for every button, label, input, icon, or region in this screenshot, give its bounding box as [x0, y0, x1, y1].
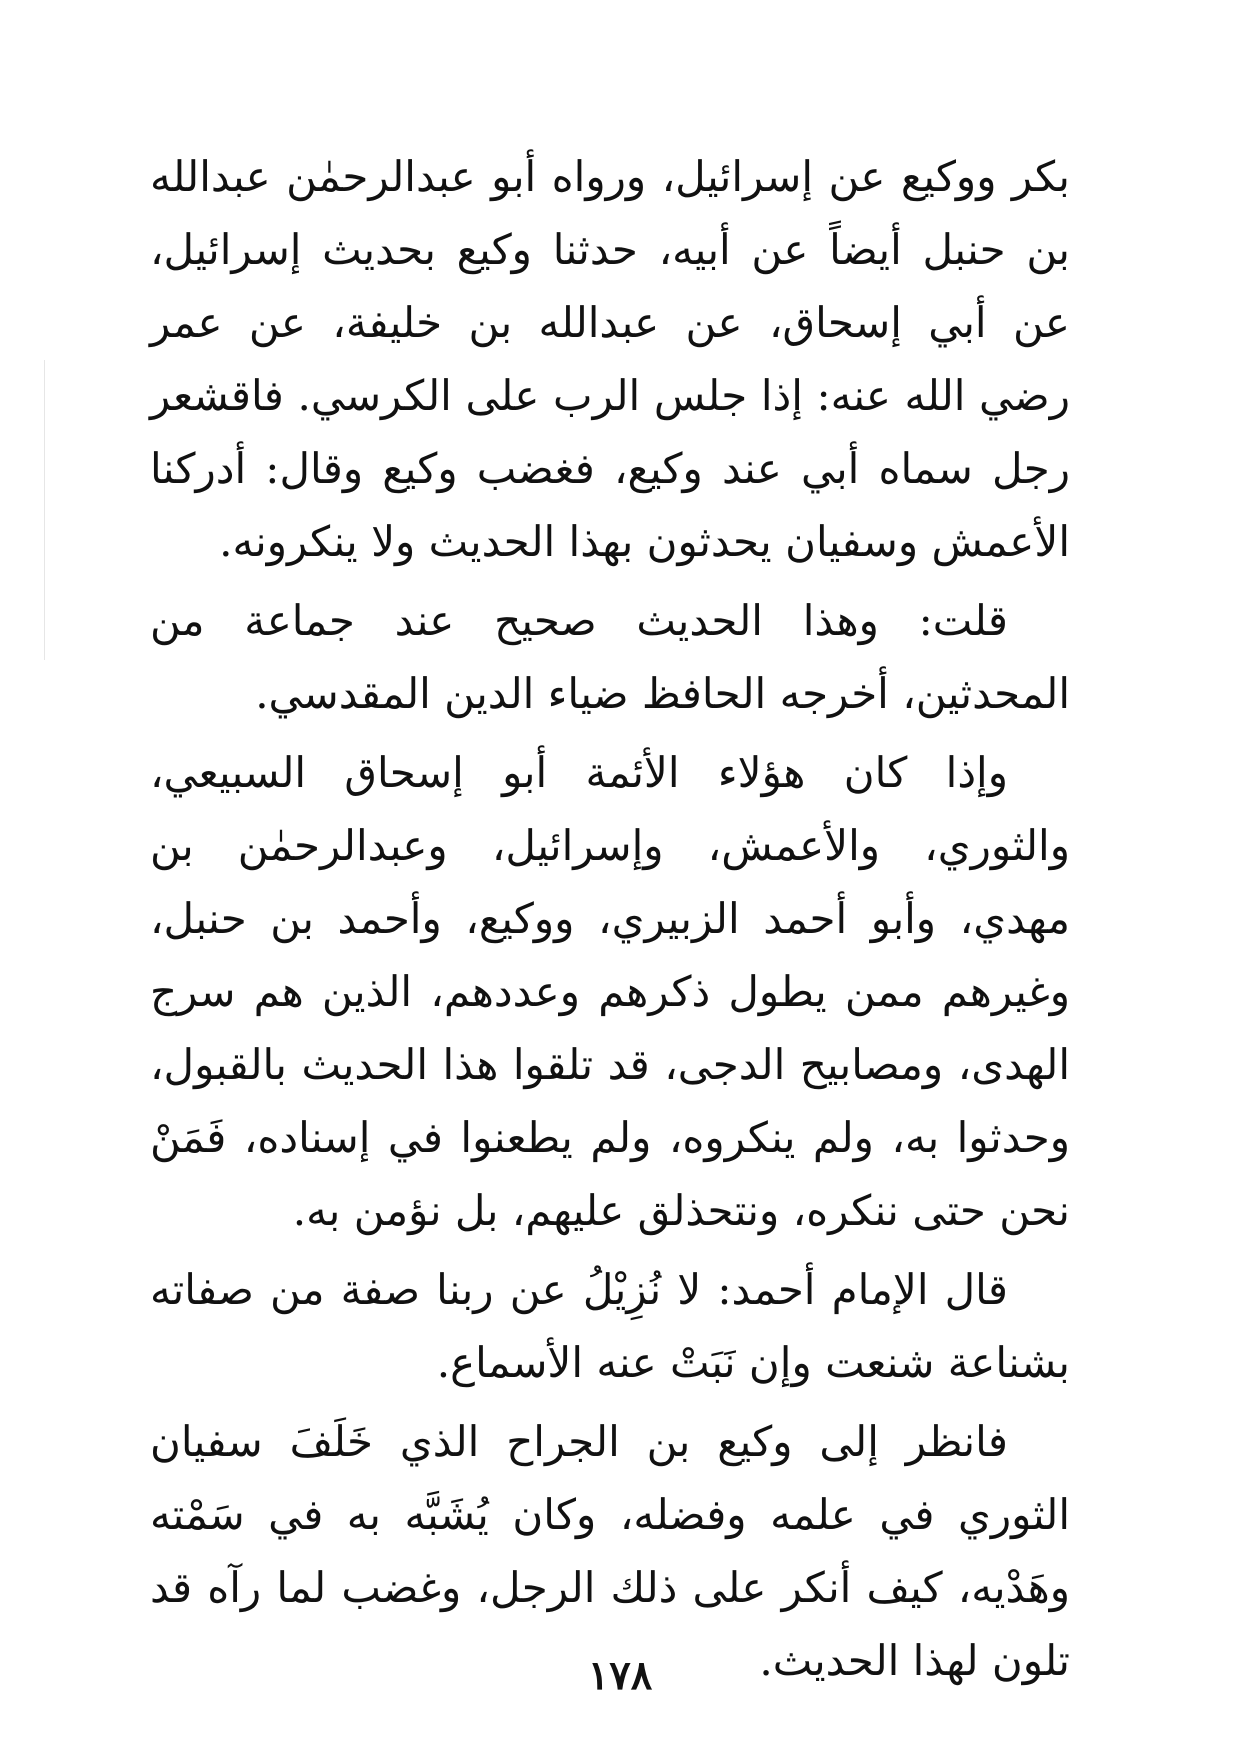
scan-margin-line [44, 360, 45, 660]
paragraph-qultu: قلت: وهذا الحديث صحيح عند جماعة من المحدثين، أخرجه الحافظ ضياء الدين المقدسي. [150, 596, 1070, 718]
paragraph-imams-list: وإذا كان هؤلاء الأئمة أبو إسحاق السبيعي، والثوري، والأعمش، وإسرائيل، وعبدالرحمٰن بن مهدي، وأبو أحمد الزبيري، ووكيع، وأحمد بن حنبل، وغيرهم ممن يطول ذكرهم وعددهم، الذين هم سرج الهدى، ومصابيح الدجى، قد تلقوا هذا الحديث بالقبول، وحدثوا به، ولم ينكروه، ولم يطعنوا في إسناده، فَمَنْ نحن حتى ننكره، ونتحذلق عليهم، بل نؤمن به. [150, 748, 1070, 1235]
page-number: ١٧٨ [587, 1652, 653, 1699]
paragraph-waki-ibn-jarrah: فانظر إلى وكيع بن الجراح الذي خَلَفَ سفيان الثوري في علمه وفضله، وكان يُشَبَّه به في سَمْته وهَدْيه، كيف أنكر على ذلك الرجل، وغضب لما رآه قد تلون لهذا الحديث. [150, 1417, 1070, 1685]
paragraph-imam-ahmad-quote: قال الإمام أحمد: لا نُزِيْلُ عن ربنا صفة من صفاته بشناعة شنعت وإن نَبَتْ عنه الأسماع. [150, 1265, 1070, 1387]
paragraph-continuation: بكر ووكيع عن إسرائيل، ورواه أبو عبدالرحمٰن عبدالله بن حنبل أيضاً عن أبيه، حدثنا وكيع بحديث إسرائيل، عن أبي إسحاق، عن عبدالله بن خليفة، عن عمر رضي الله عنه: إذا جلس الرب على الكرسي. فاقشعر رجل سماه أبي عند وكيع، فغضب وكيع وقال: أدركنا الأعمش وسفيان يحدثون بهذا الحديث ولا ينكرونه. [150, 152, 1070, 566]
text-block [150, 140, 1070, 1697]
